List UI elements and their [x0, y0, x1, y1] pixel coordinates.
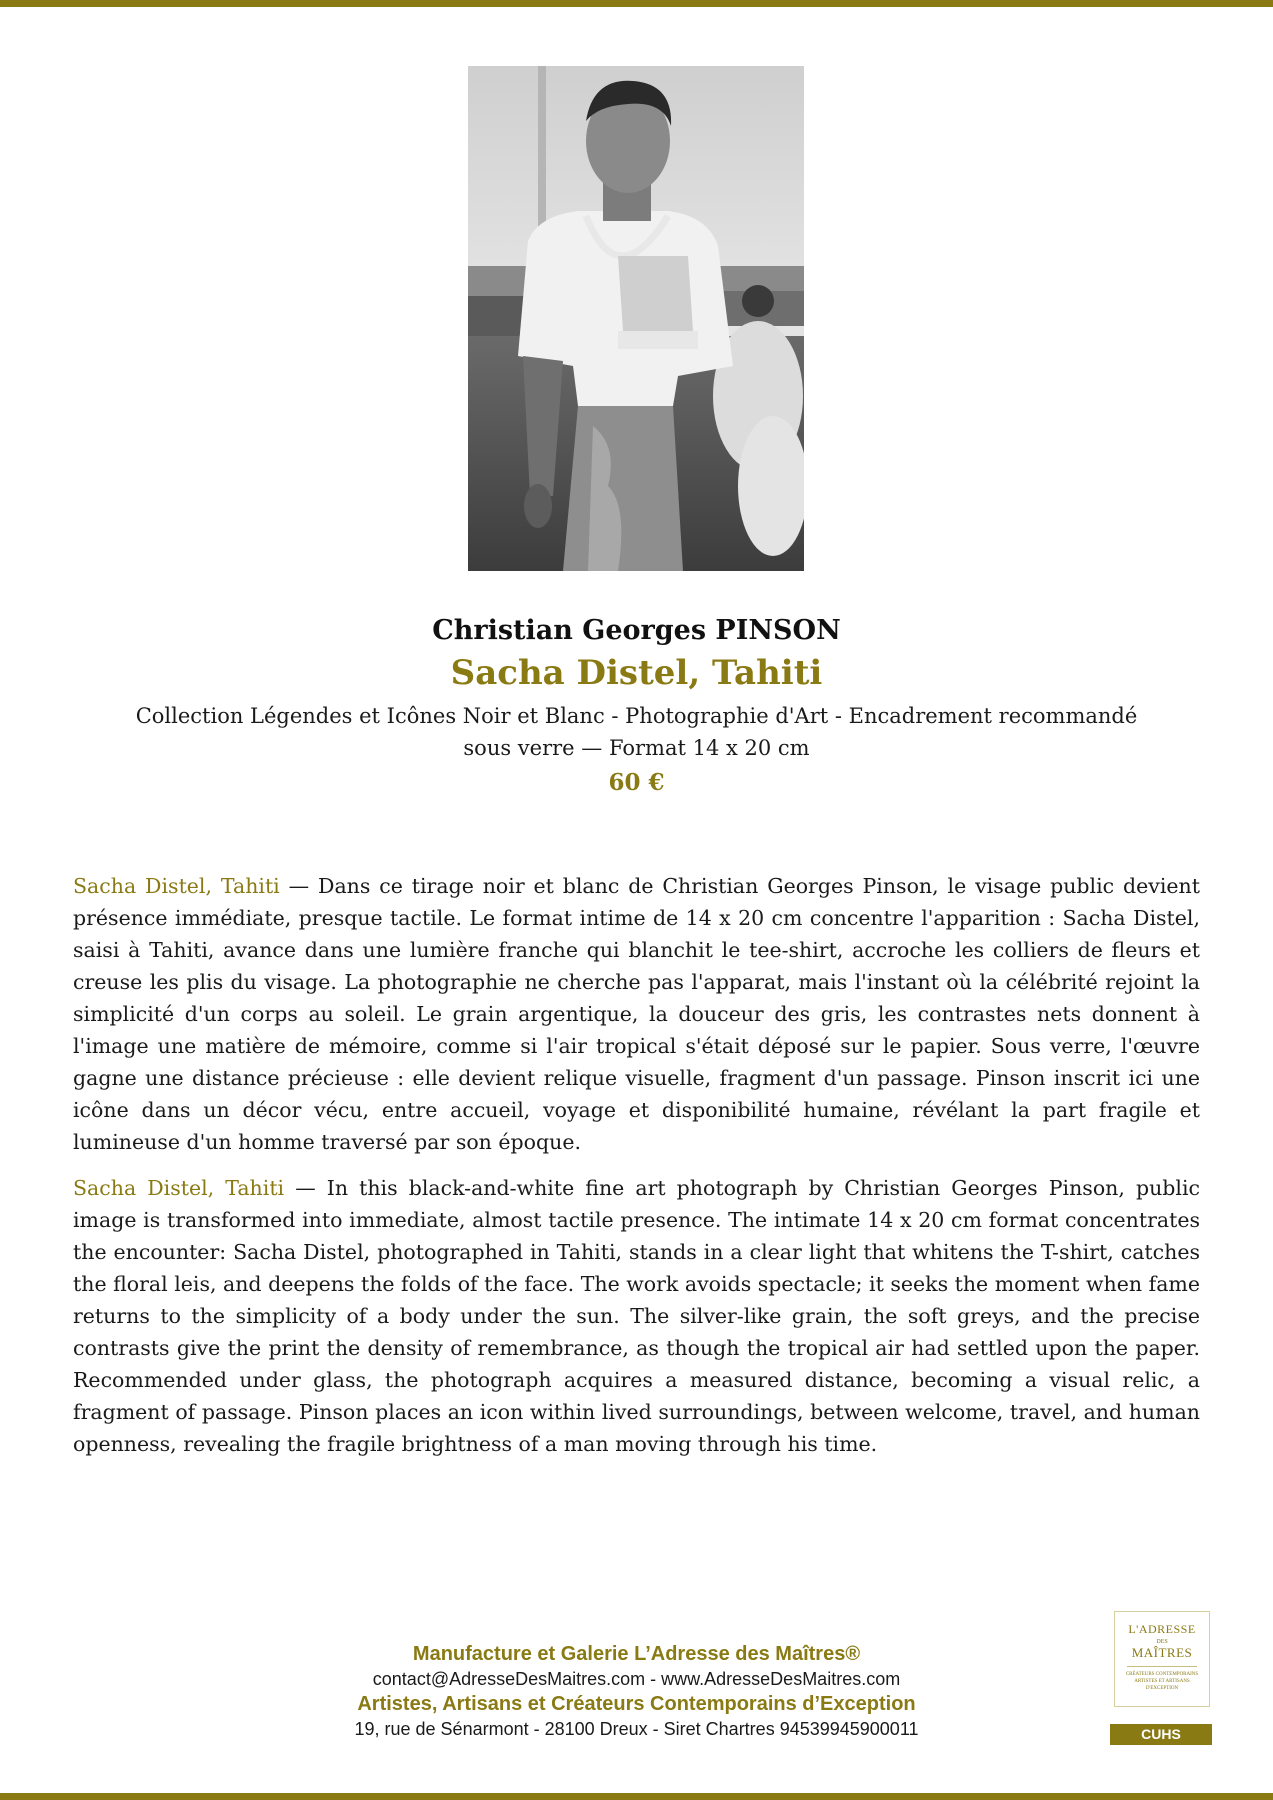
footer: [220, 1641, 1053, 1741]
artwork-description: [73, 870, 1200, 1474]
artwork-photo: [468, 66, 804, 571]
logo-line3: MAÎTRES: [1131, 1645, 1193, 1660]
artist-name: Christian Georges PINSON: [432, 615, 841, 646]
logo-line4: CRÉATEURS CONTEMPORAINS ARTISTES ET ARTISANS D'EXCEPTION: [1125, 1672, 1199, 1691]
cuhs-badge: CUHS: [1110, 1724, 1212, 1745]
description-en-text: — In this black-and-white fine art photograph by Christian Georges Pinson, public image is transformed into immediate, almost tactile presence. The intimate 14 x 20 cm format concentrates the encounter: Sacha Distel, photographed in Tahiti, stands in a clear light that whitens the T-shirt, catches the floral leis, and deepens the folds of the face. The work avoids spectacle; it seeks the moment when fame returns to the simplicity of a body under the sun. The silver-like grain, the soft greys, and the precise contrasts give the print the density of remembrance, as though the tropical air had settled upon the paper. Recommended under glass, the photograph acquires a measured distance, becoming a visual relic, a fragment of passage. Pinson places an icon within lived surroundings, between welcome, travel, and human openness, revealing the fragile brightness of a man moving through his time.: [73, 1176, 1200, 1456]
description-fr: [73, 870, 1200, 1158]
logo-line1: L'ADRESSE: [1128, 1622, 1196, 1636]
description-fr-lead: Sacha Distel, Tahiti: [73, 874, 280, 898]
artwork-title: Sacha Distel, Tahiti: [450, 653, 823, 693]
description-fr-text: — Dans ce tirage noir et blanc de Christian Georges Pinson, le visage public devient présence immédiate, presque tactile. Le format intime de 14 x 20 cm concentre l'apparition : Sacha Distel, saisi à Tahiti, avance dans une lumière franche qui blanchit le tee-shirt, accroche les colliers de fleurs et creuse les plis du visage. La photographie ne cherche pas l'apparat, mais l'instant où la célébrité rejoint la simplicité d'un corps au soleil. Le grain argentique, la douceur des gris, les contrastes nets donnent à l'image une matière de mémoire, comme si l'air tropical s'était déposé sur le papier. Sous verre, l'œuvre gagne une distance précieuse : elle devient relique visuelle, fragment d'un passage. Pinson inscrit ici une icône dans un décor vécu, entre accueil, voyage et disponibilité humaine, révélant la part fragile et lumineuse d'un homme traversé par son époque.: [73, 874, 1200, 1154]
footer-contact: contact@AdresseDesMaitres.com - www.AdresseDesMaitres.com: [372, 1669, 901, 1689]
footer-tagline: Artistes, Artisans et Créateurs Contemporains d’Exception: [357, 1693, 916, 1715]
description-en-lead: Sacha Distel, Tahiti: [73, 1176, 285, 1200]
footer-address: 19, rue de Sénarmont - 28100 Dreux - Siret Chartres 94539945900011: [354, 1719, 919, 1739]
photo-illustration: [468, 66, 804, 571]
bottom-border: [0, 1793, 1273, 1800]
logo-divider: [1127, 1666, 1197, 1667]
logo-line2: DES: [1156, 1639, 1168, 1645]
artwork-header: [60, 612, 1213, 800]
artwork-price: 60 €: [608, 769, 665, 796]
top-border: [0, 0, 1273, 7]
artwork-subtitle: Collection Légendes et Icônes Noir et Blanc - Photographie d'Art - Encadrement recommandé sous verre — Format 14 x 20 cm: [135, 704, 1138, 760]
gallery-logo: [1114, 1611, 1210, 1707]
description-en: [73, 1172, 1200, 1460]
footer-gallery-name: Manufacture et Galerie L’Adresse des Maîtres®: [412, 1643, 861, 1665]
